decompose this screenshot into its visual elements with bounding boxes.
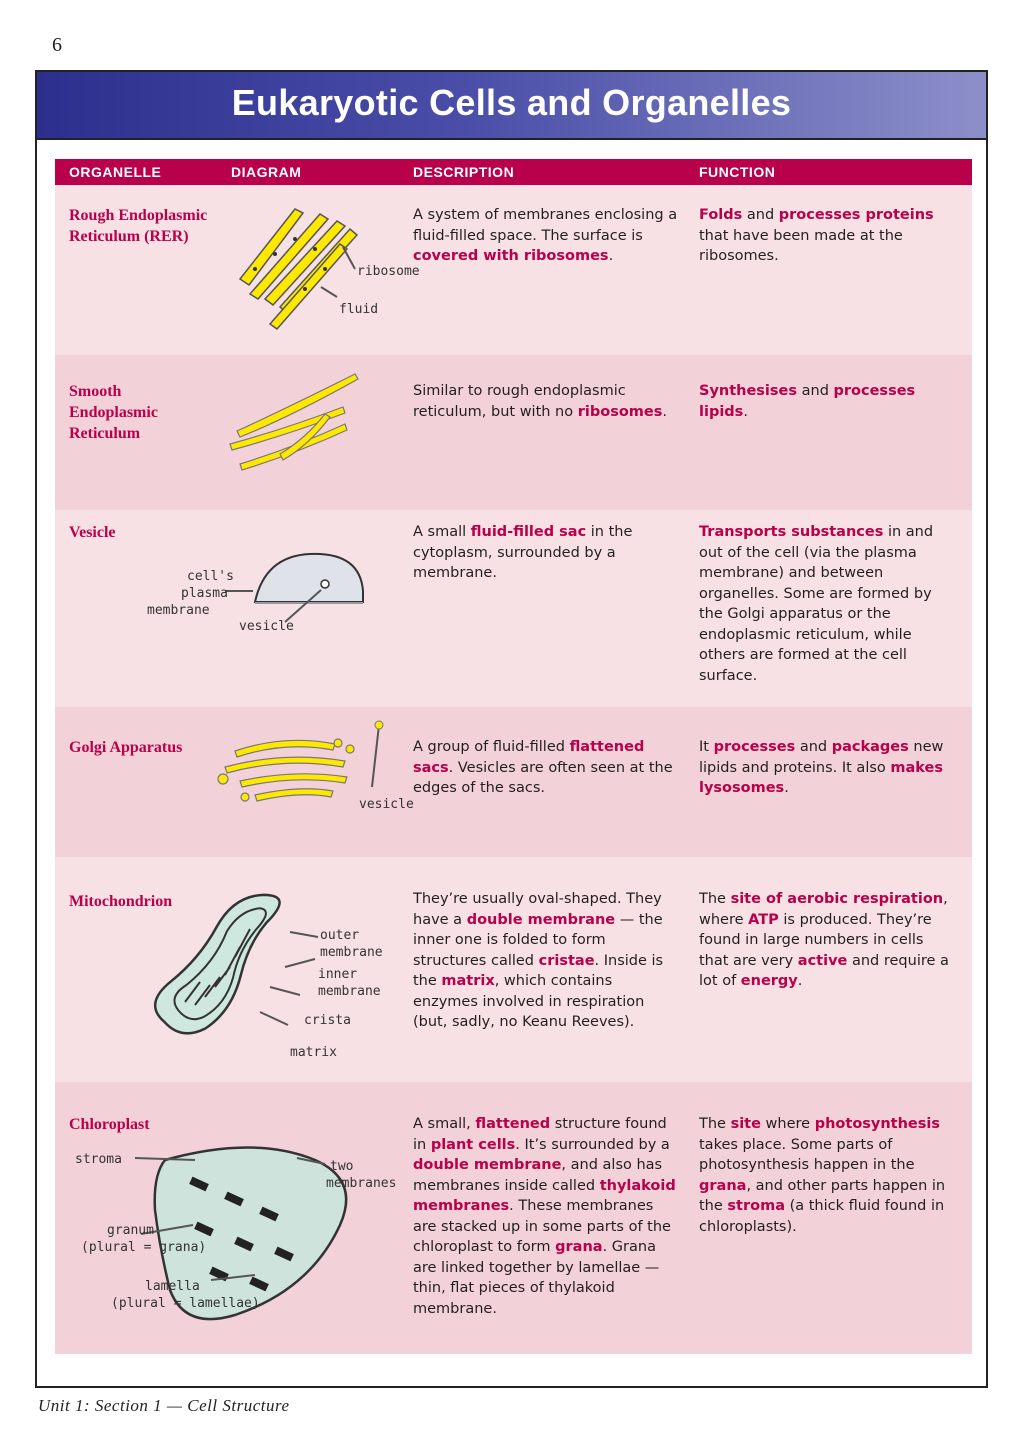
body-text: A small, bbox=[413, 1116, 476, 1132]
organelle-name: Golgi Apparatus bbox=[69, 739, 183, 756]
highlight-text: double membrane bbox=[466, 911, 616, 928]
label-granum-plural: (plural = grana) bbox=[81, 1240, 207, 1255]
label-lamella: lamella bbox=[145, 1279, 200, 1294]
body-text: and bbox=[797, 383, 834, 399]
body-text: . Inside is the bbox=[413, 952, 664, 989]
ser-diagram bbox=[225, 369, 365, 479]
col-description: DESCRIPTION bbox=[413, 164, 515, 180]
highlight-text: Transports substances bbox=[699, 524, 884, 540]
rer-diagram bbox=[225, 199, 420, 339]
label-vesicle: vesicle bbox=[359, 797, 414, 812]
organelle-name: Smooth Endoplasmic Reticulum bbox=[69, 383, 158, 442]
highlight-text: makes lysosomes bbox=[699, 759, 944, 796]
label-stroma: stroma bbox=[75, 1152, 122, 1167]
body-text: . bbox=[608, 248, 614, 264]
body-text: . bbox=[662, 403, 667, 420]
highlight-text: stroma bbox=[727, 1198, 785, 1214]
body-text: A group of fluid-filled bbox=[413, 739, 570, 755]
mitochondrion-diagram bbox=[140, 887, 400, 1062]
organelle-name: Chloroplast bbox=[69, 1116, 150, 1133]
organelle-name: Mitochondrion bbox=[69, 893, 173, 910]
description-cell bbox=[413, 381, 681, 422]
function-cell bbox=[699, 889, 955, 992]
body-text: Similar to rough endoplasmic reticulum, but with no bbox=[413, 383, 626, 420]
table-row bbox=[55, 857, 972, 1082]
highlight-text: site bbox=[730, 1116, 761, 1132]
page-title: Eukaryotic Cells and Organelles bbox=[231, 82, 792, 123]
highlight-text: double membrane bbox=[413, 1157, 562, 1173]
highlight-text: processes proteins bbox=[778, 207, 934, 223]
organelle-table bbox=[55, 159, 972, 1354]
body-text: in the cytoplasm, surrounded by a membrane. bbox=[413, 524, 633, 581]
organelle-name: Vesicle bbox=[69, 524, 116, 541]
highlight-text: active bbox=[797, 952, 848, 969]
highlight-text: energy bbox=[740, 973, 798, 989]
highlight-text: photosynthesis bbox=[814, 1116, 941, 1132]
highlight-text: processes lipids bbox=[699, 383, 916, 420]
function-cell bbox=[699, 205, 955, 267]
body-text: . bbox=[784, 780, 789, 796]
label-lamella-plural: (plural = lamellae) bbox=[111, 1296, 260, 1311]
description-cell bbox=[413, 889, 681, 1033]
label-plasma: plasma bbox=[181, 586, 228, 601]
organelle-name: Rough Endoplasmic Reticulum (RER) bbox=[69, 207, 208, 245]
label-outer-membrane: membrane bbox=[320, 945, 383, 960]
highlight-text: thylakoid membranes bbox=[413, 1177, 676, 1214]
label-matrix: matrix bbox=[290, 1045, 337, 1060]
body-text: structure found in bbox=[413, 1116, 667, 1153]
highlight-text: site of aerobic respiration bbox=[730, 891, 944, 907]
body-text: in and out of the cell (via the plasma membrane) and between organelles. Some are formed by the Golgi apparatus or the endoplasmic reticulum, while others are formed at the cell surface. bbox=[699, 524, 934, 684]
body-text: . It’s surrounded by a bbox=[515, 1136, 670, 1153]
highlight-text: grana bbox=[555, 1239, 603, 1255]
page-number: 6 bbox=[52, 34, 62, 56]
table-row bbox=[55, 1082, 972, 1354]
body-text: They’re usually oval-shaped. They have a bbox=[413, 891, 662, 928]
highlight-text: flattened bbox=[475, 1116, 551, 1132]
table-row bbox=[55, 510, 972, 707]
body-text: takes place. Some parts of photosynthesis happen in the bbox=[699, 1136, 915, 1173]
label-membrane: membrane bbox=[147, 603, 210, 618]
table-header bbox=[55, 159, 972, 185]
body-text: and bbox=[795, 739, 832, 755]
body-text: where bbox=[760, 1116, 815, 1132]
table-row bbox=[55, 355, 972, 510]
label-two: two bbox=[330, 1159, 354, 1174]
highlight-text: plant cells bbox=[430, 1136, 516, 1153]
description-cell bbox=[413, 1114, 681, 1319]
golgi-diagram bbox=[215, 729, 414, 839]
body-text: A small bbox=[413, 524, 471, 540]
body-text: , and also has membranes inside called bbox=[413, 1157, 663, 1194]
highlight-text: processes bbox=[713, 739, 796, 755]
body-text: , where bbox=[699, 891, 948, 928]
function-cell bbox=[699, 381, 955, 422]
label-inner: inner bbox=[318, 967, 358, 982]
body-text: — the inner one is folded to form structures called bbox=[413, 911, 663, 969]
body-text: It bbox=[699, 739, 714, 755]
title-banner bbox=[37, 72, 986, 140]
body-text: and require a lot of bbox=[699, 952, 949, 989]
chloroplast-diagram bbox=[75, 1140, 405, 1340]
body-text: . These membranes are stacked up in some parts of the chloroplast to form bbox=[413, 1198, 671, 1255]
highlight-text: Synthesises bbox=[699, 383, 798, 399]
body-text: , which contains enzymes involved in respiration (but, sadly, no Keanu Reeves). bbox=[413, 973, 645, 1030]
body-text: new lipids and proteins. It also bbox=[699, 739, 944, 776]
content-frame bbox=[35, 70, 988, 1388]
highlight-text: Folds bbox=[699, 207, 743, 223]
label-cells: cell's bbox=[187, 569, 234, 584]
col-organelle: ORGANELLE bbox=[69, 164, 162, 180]
label-ribosome: ribosome bbox=[357, 264, 420, 279]
function-cell bbox=[699, 1114, 955, 1237]
label-granum: granum bbox=[107, 1223, 154, 1238]
highlight-text: matrix bbox=[441, 973, 495, 989]
highlight-text: fluid-filled sac bbox=[470, 524, 587, 540]
highlight-text: flattened sacs bbox=[413, 739, 645, 776]
body-text: . bbox=[797, 973, 803, 989]
body-text: and bbox=[742, 207, 779, 223]
table-row bbox=[55, 185, 972, 355]
body-text: , and other parts happen in the bbox=[699, 1177, 946, 1214]
body-text: . Grana are linked together by lamellae — thin, flat pieces of thylakoid membrane. bbox=[413, 1239, 660, 1317]
function-cell bbox=[699, 522, 955, 686]
highlight-text: ATP bbox=[748, 911, 779, 928]
label-crista: crista bbox=[304, 1013, 351, 1028]
table-row bbox=[55, 707, 972, 857]
highlight-text: grana bbox=[699, 1177, 747, 1194]
description-cell bbox=[413, 205, 681, 267]
col-function: FUNCTION bbox=[699, 164, 776, 180]
body-text: . bbox=[743, 403, 748, 420]
label-outer: outer bbox=[320, 928, 360, 943]
label-vesicle: vesicle bbox=[239, 619, 294, 634]
function-cell bbox=[699, 737, 955, 799]
body-text: The bbox=[699, 891, 731, 907]
body-text: that have been made at the ribosomes. bbox=[699, 227, 903, 264]
description-cell bbox=[413, 737, 681, 799]
body-text: (a thick fluid found in chloroplasts). bbox=[699, 1198, 945, 1235]
highlight-text: ribosomes bbox=[577, 403, 663, 420]
footer-section-label: Unit 1: Section 1 — Cell Structure bbox=[38, 1396, 290, 1415]
highlight-text: packages bbox=[831, 739, 909, 755]
vesicle-diagram bbox=[135, 546, 375, 646]
body-text: is produced. They’re found in large numbers in cells that are very bbox=[699, 911, 932, 969]
body-text: The bbox=[699, 1116, 731, 1132]
highlight-text: covered with ribosomes bbox=[413, 248, 609, 264]
highlight-text: cristae bbox=[538, 952, 595, 969]
label-inner-membrane: membrane bbox=[318, 984, 381, 999]
label-two-membranes: membranes bbox=[326, 1176, 397, 1191]
label-fluid: fluid bbox=[339, 302, 379, 317]
body-text: A system of membranes enclosing a fluid-filled space. The surface is bbox=[413, 207, 678, 244]
description-cell bbox=[413, 522, 681, 584]
body-text: . Vesicles are often seen at the edges of the sacs. bbox=[413, 759, 673, 796]
col-diagram: DIAGRAM bbox=[231, 164, 302, 180]
